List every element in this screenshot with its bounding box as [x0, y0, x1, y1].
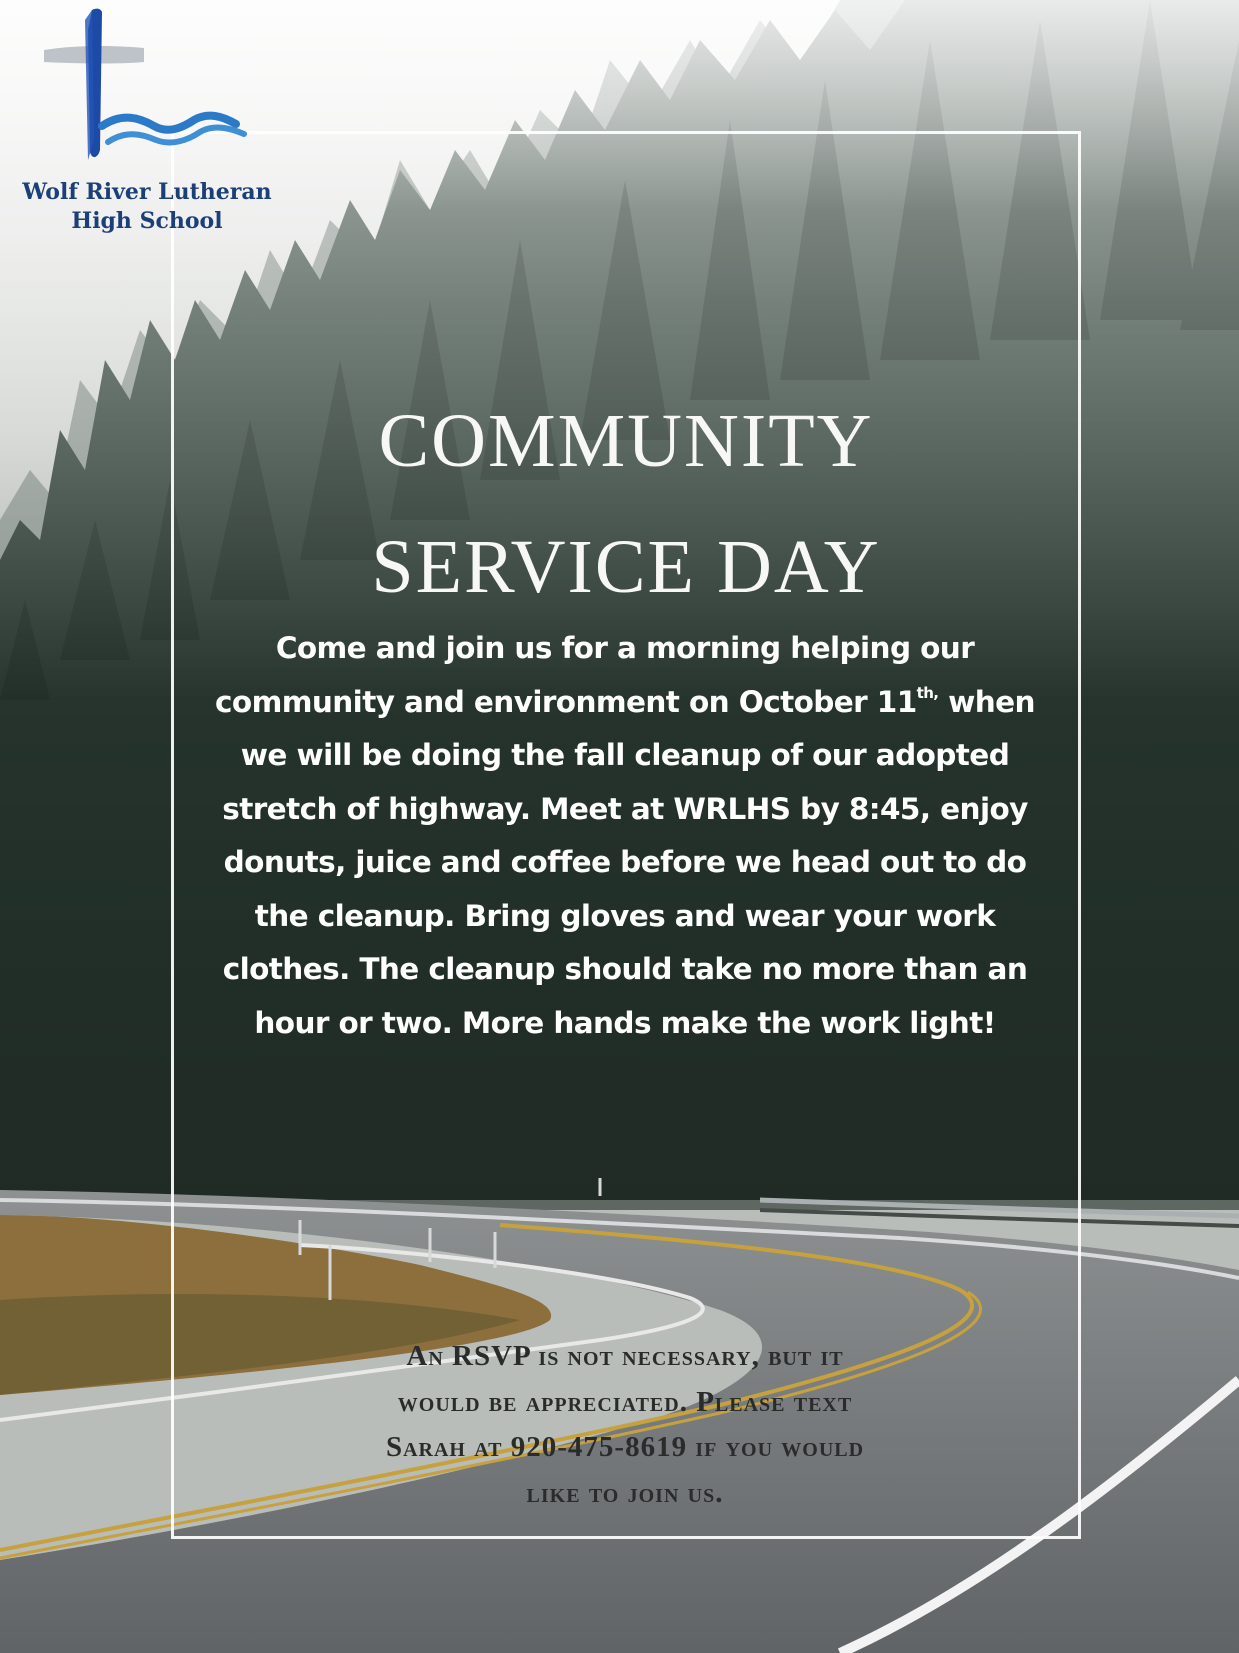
school-name-line1: Wolf River Lutheran — [22, 179, 272, 205]
title-line1: COMMUNITY — [378, 399, 874, 483]
body-line2-text: community and environment on October 11 — [215, 684, 917, 719]
body-line8: hour or two. More hands make the work light! — [254, 1005, 996, 1040]
rsvp-line1: An RSVP is not necessary, but it — [406, 1340, 844, 1372]
event-title — [171, 378, 1081, 630]
event-description — [200, 622, 1050, 1050]
body-line1: Come and join us for a morning helping our — [275, 631, 975, 665]
body-line4: stretch of highway. Meet at WRLHS by 8:45, enjoy — [222, 791, 1028, 826]
rsvp-note — [220, 1334, 1030, 1516]
ordinal-suffix: th, — [916, 683, 939, 702]
school-logo — [22, 0, 292, 250]
body-line7: clothes. The cleanup should take no more than an — [222, 952, 1028, 986]
title-line2: SERVICE DAY — [371, 525, 881, 609]
rsvp-line2: would be appreciated. Please text — [397, 1385, 853, 1418]
cross-and-waves-icon — [22, 0, 292, 180]
rsvp-line3: Sarah at 920-475-8619 if you would — [385, 1431, 865, 1463]
body-line2 — [200, 676, 1050, 730]
rsvp-line4: like to join us. — [526, 1476, 724, 1509]
body-line5: donuts, juice and coffee before we head out to do — [223, 845, 1027, 879]
body-line3: we will be doing the fall cleanup of our adopted — [240, 738, 1010, 772]
school-name-line2: High School — [71, 208, 223, 234]
body-line6: the cleanup. Bring gloves and wear your work — [254, 898, 996, 933]
body-line2-end: when — [938, 684, 1035, 719]
school-name — [22, 178, 272, 236]
